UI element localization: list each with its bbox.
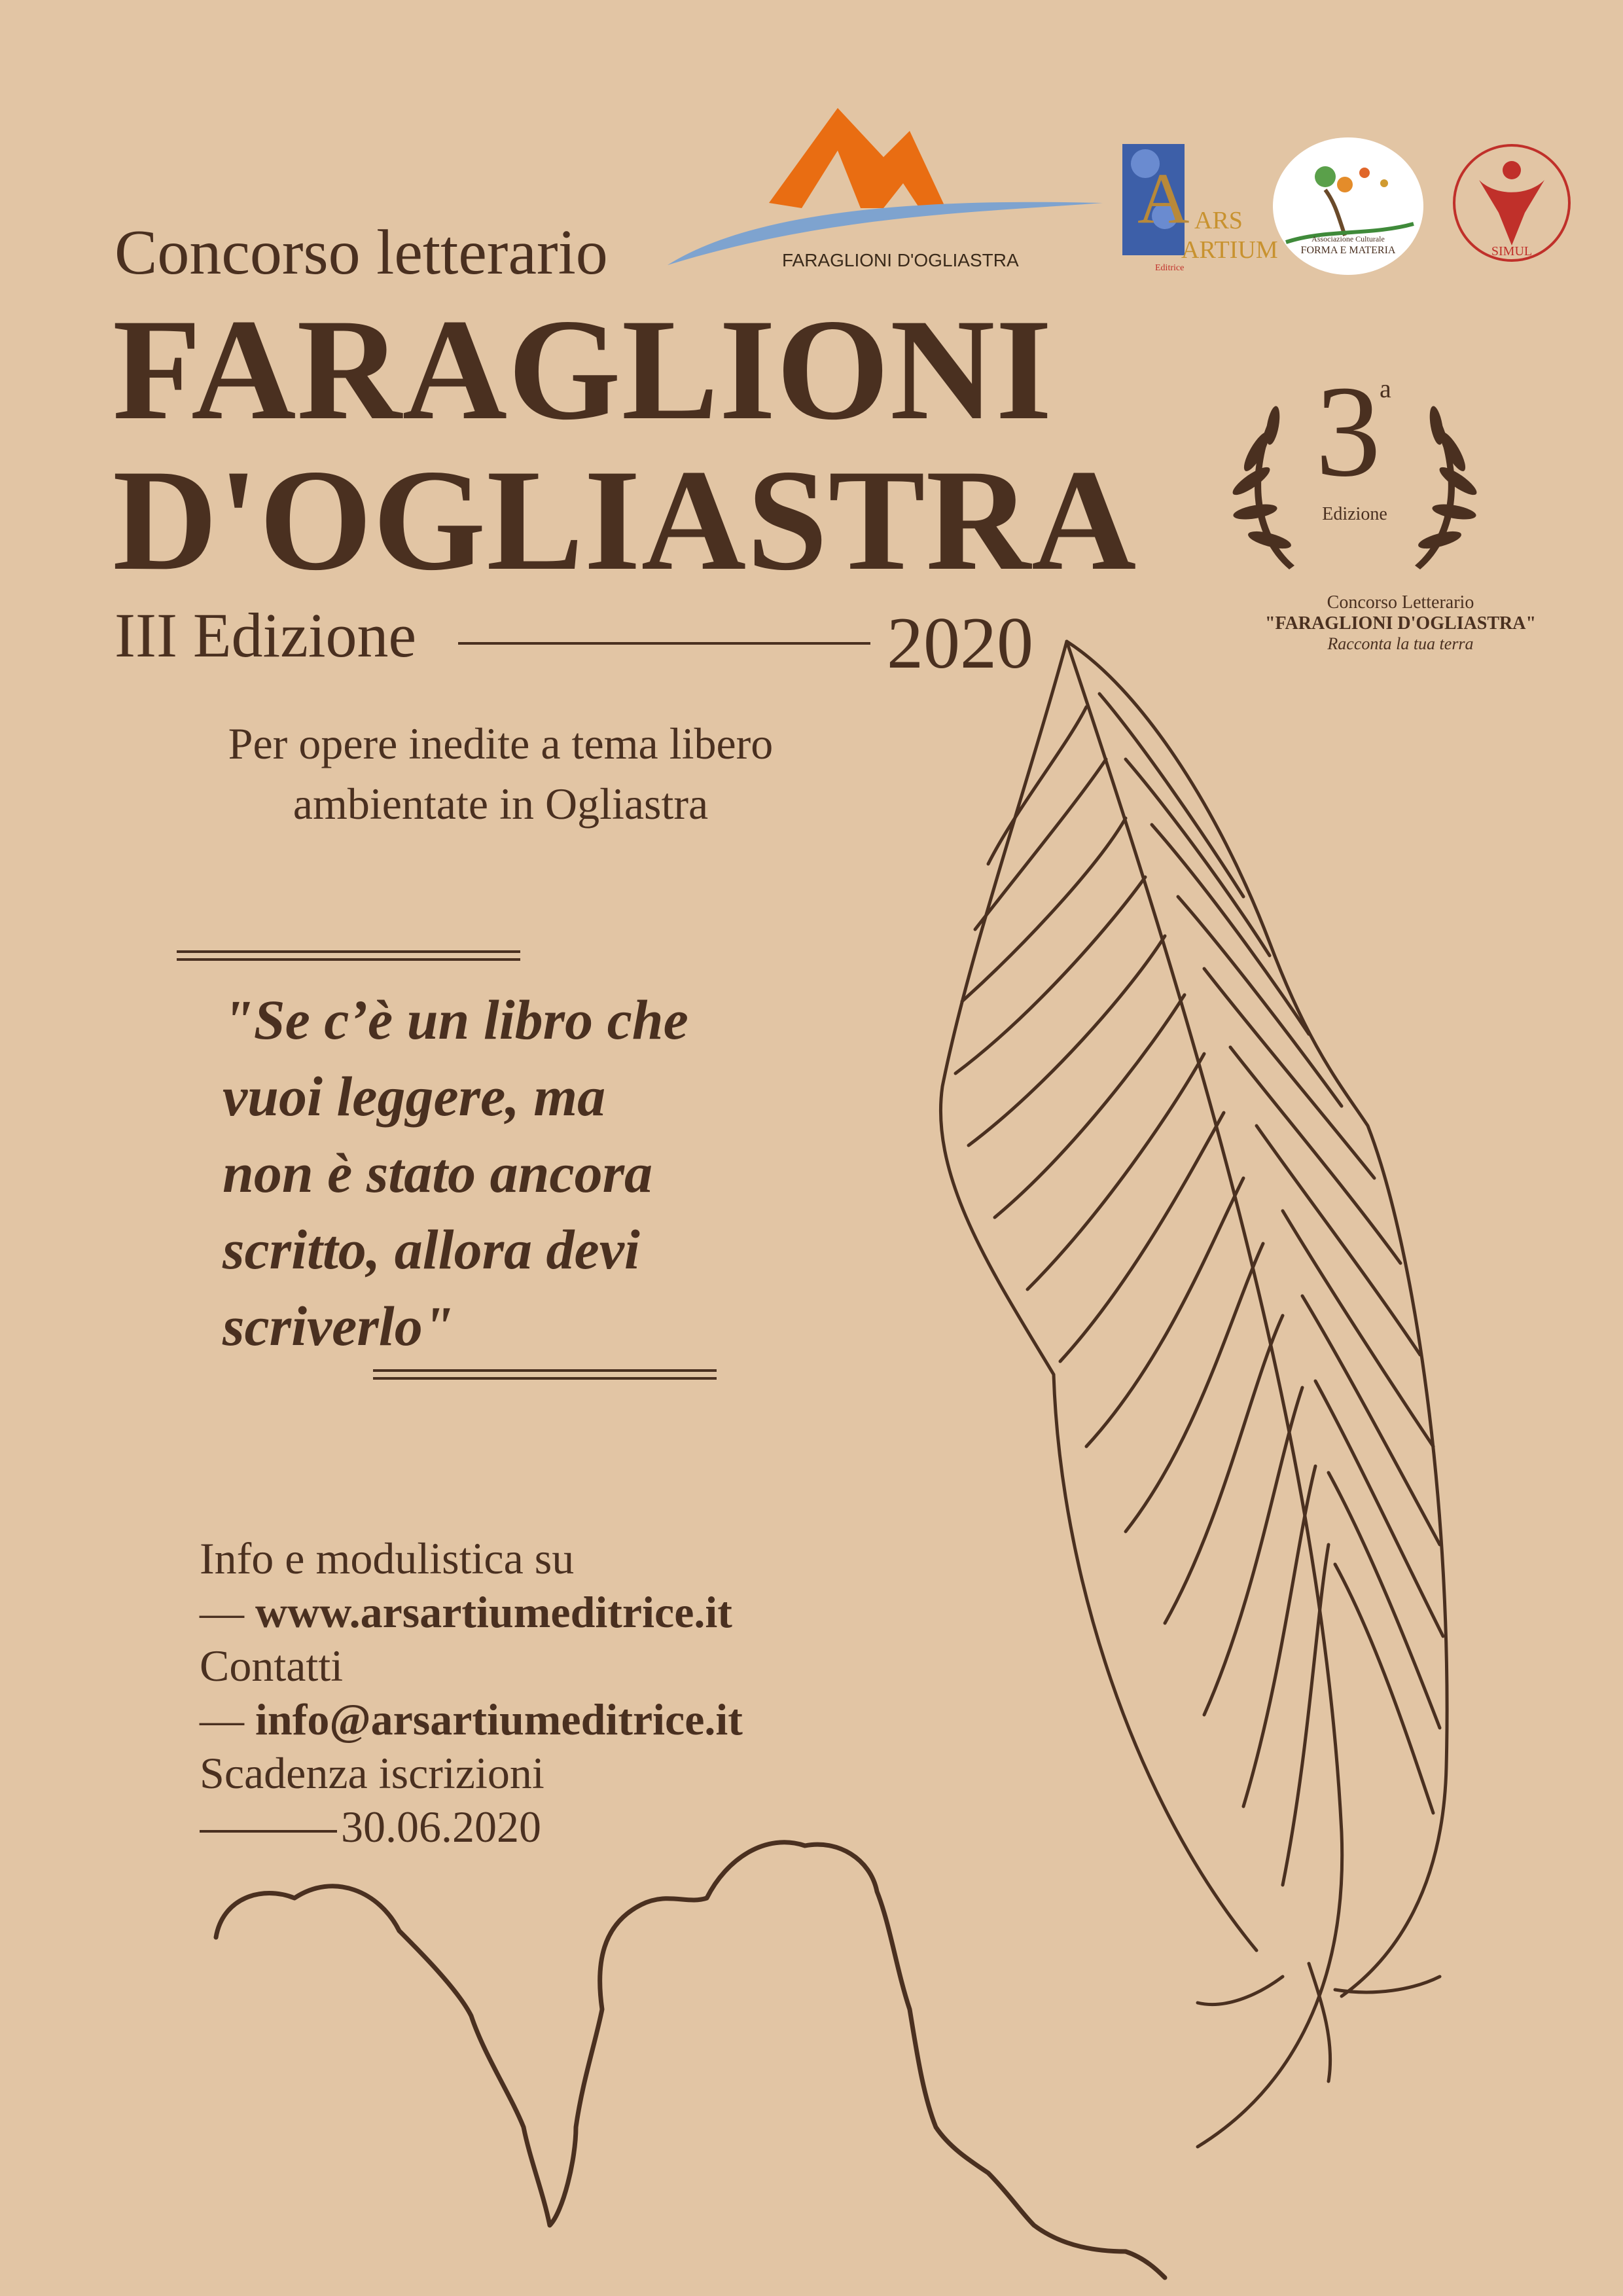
email-link[interactable]: info@arsartiumeditrice.it: [255, 1695, 743, 1744]
website-row: [200, 1585, 743, 1639]
faraglioni-logo-text: FARAGLIONI D'OGLIASTRA: [782, 250, 1019, 270]
forma-materia-line2: FORMA E MATERIA: [1300, 245, 1396, 256]
edition-year: 2020: [887, 603, 1033, 684]
badge-line-3: Racconta la tua terra: [1327, 634, 1474, 653]
forma-materia-line1: Associazione Culturale: [1311, 234, 1385, 243]
ars-artium-emblem-icon: [1119, 137, 1191, 268]
badge-line-1: Concorso Letterario: [1327, 592, 1474, 613]
forma-materia-logo: [1273, 137, 1423, 275]
website-dash: —: [200, 1587, 244, 1637]
artium-text: ARTIUM: [1181, 236, 1278, 264]
quote-line-2: vuoi leggere, ma: [223, 1065, 606, 1128]
ars-artium-logo: [1116, 137, 1278, 275]
edition-badge: [1211, 340, 1499, 589]
intro-text: [151, 713, 851, 834]
info-label: Info e modulistica su: [200, 1534, 575, 1583]
contest-subtitle: Concorso letterario: [115, 217, 608, 288]
quote-line-3: non è stato ancora: [223, 1141, 653, 1204]
quote-line-5: scriverlo": [223, 1295, 454, 1357]
edition-row: [115, 599, 1033, 684]
email-row: [200, 1693, 743, 1746]
info-block: [200, 1532, 743, 1854]
faraglioni-logo-icon: [668, 105, 1106, 275]
quote-line-1: "Se c’è un libro che: [223, 988, 688, 1051]
edition-divider: [458, 642, 870, 645]
badge-number: 3: [1315, 359, 1381, 504]
badge-edition: Edizione: [1322, 504, 1387, 524]
ars-text: ARS: [1194, 207, 1243, 234]
badge-line-2: "FARAGLIONI D'OGLIASTRA": [1264, 613, 1537, 634]
simul-text: SIMUL: [1491, 244, 1533, 259]
deadline-label: Scadenza iscrizioni: [200, 1748, 544, 1798]
quote-top-rule: [177, 950, 520, 961]
quote-bottom-rule: [373, 1369, 717, 1380]
intro-line-1: Per opere inedite a tema libero: [228, 719, 774, 768]
title-line-2: D'OGLIASTRA: [113, 440, 1137, 601]
faraglioni-logo: [668, 105, 1106, 275]
intro-line-2: ambientate in Ogliastra: [293, 779, 709, 829]
website-link[interactable]: www.arsartiumeditrice.it: [255, 1587, 732, 1637]
editrice-text: Editrice: [1155, 263, 1185, 273]
title-line-1: FARAGLIONI: [113, 289, 1053, 450]
badge-superscript: a: [1380, 374, 1391, 403]
contest-title: [113, 289, 1137, 601]
faraglioni-rocks-icon: [209, 1820, 1191, 2291]
simul-logo: [1450, 141, 1574, 265]
quote: [223, 982, 746, 1365]
email-dash: —: [200, 1695, 244, 1744]
edition-label: III Edizione: [115, 600, 417, 670]
contacts-label: Contatti: [200, 1641, 344, 1691]
quote-line-4: scritto, allora devi: [223, 1218, 640, 1281]
svg-text:A: A: [1137, 158, 1190, 238]
deadline-date: 30.06.2020: [341, 1802, 541, 1852]
